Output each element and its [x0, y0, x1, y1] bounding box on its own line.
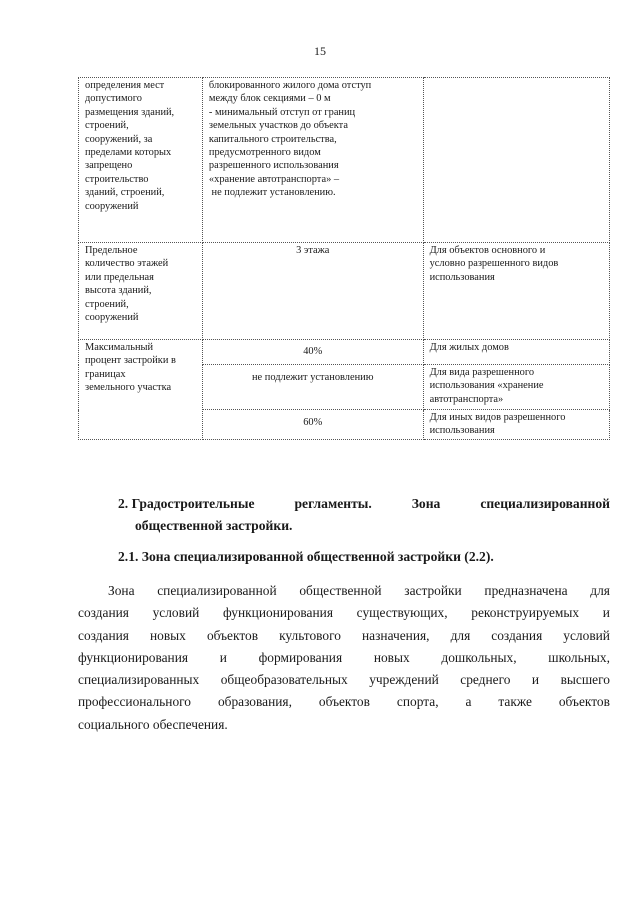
- text-line: земельного участка: [85, 382, 172, 394]
- text-line: процент застройки в: [85, 355, 176, 367]
- text-line: количество этажей: [85, 258, 169, 270]
- parameter-cell: [79, 340, 203, 440]
- word: для: [590, 583, 610, 598]
- text-line: Для объектов основного и: [429, 245, 546, 256]
- paragraph-line: [78, 580, 610, 602]
- text-line: капитального строительства,: [208, 133, 337, 145]
- section-heading-word-text: Градостроительные: [131, 496, 255, 511]
- word: создания: [491, 627, 543, 643]
- word: объектов: [206, 627, 259, 643]
- text-line: Для жилых домов: [429, 342, 509, 353]
- text-line: Для вида разрешенного: [429, 367, 535, 378]
- word: также: [498, 694, 532, 710]
- text-line: сооружений, за: [85, 133, 153, 145]
- value-cell: 3 этажа: [202, 243, 423, 340]
- regulations-table: [78, 77, 610, 440]
- text-line: допустимого: [85, 93, 142, 105]
- word: объектов: [558, 694, 610, 710]
- word: существующих,: [356, 605, 448, 621]
- word: и: [602, 605, 610, 621]
- text-line: земельных участков до объекта: [208, 120, 348, 132]
- word: школьных,: [548, 649, 610, 665]
- paragraph-line: [78, 625, 610, 647]
- text-line: строений,: [85, 120, 129, 132]
- subsection-heading: 2.1. Зона специализированной общественной застройки (2.2).: [118, 549, 494, 564]
- paragraph-line: [78, 602, 610, 624]
- text-line: Максимальный: [85, 342, 154, 353]
- text-line: автотранспорта»: [429, 393, 504, 405]
- text-line: строений,: [85, 298, 129, 310]
- text-line: - минимальный отступ от границ: [208, 106, 356, 118]
- text-line: предусмотренного видом: [208, 147, 321, 159]
- text-line: не подлежит установлению.: [208, 187, 336, 199]
- word: учреждений: [369, 672, 439, 688]
- table-row-continuation: [79, 78, 610, 243]
- word: специализированных: [78, 672, 200, 688]
- paragraph-line: [78, 691, 610, 713]
- text-line: использования: [429, 271, 495, 283]
- word: для: [450, 627, 471, 643]
- word: специализированной: [157, 583, 277, 598]
- table-row-floors: [79, 243, 610, 340]
- word: условий: [152, 605, 200, 621]
- page-number: 15: [314, 44, 326, 58]
- word: образования,: [217, 694, 292, 710]
- text-line: размещения зданий,: [85, 106, 175, 118]
- text-line: определения мест: [85, 80, 165, 91]
- section-number: 2.: [118, 496, 129, 511]
- text-line: использования «хранение: [429, 380, 544, 392]
- parameter-cell: [79, 243, 203, 340]
- paragraph-line: [78, 669, 610, 691]
- note-cell: [423, 78, 609, 243]
- text-line: запрещено: [85, 160, 133, 172]
- word: новых: [150, 627, 186, 643]
- paragraph-line: [78, 714, 610, 736]
- text-line: между блок секциями – 0 м: [208, 93, 331, 105]
- word: создания: [78, 627, 129, 643]
- section-heading-line: общественной застройки.: [135, 518, 293, 533]
- word: высшего: [560, 672, 610, 688]
- word: объектов: [318, 694, 370, 710]
- text-line: границах: [85, 368, 126, 380]
- section-heading-word: специализированной: [480, 496, 610, 511]
- value-cell: не подлежит установлению: [202, 365, 423, 410]
- text-line: разрешенного использования: [208, 160, 339, 172]
- text-line: «хранение автотранспорта» –: [208, 173, 340, 185]
- section-heading-word: Зона: [411, 496, 441, 511]
- word: предназначена: [484, 583, 568, 598]
- word: новых: [373, 649, 410, 665]
- word: и: [531, 672, 540, 688]
- value-cell: [202, 78, 423, 243]
- text-line: пределами которых: [85, 147, 172, 159]
- word: застройки: [404, 583, 462, 598]
- text-line: Предельное: [85, 245, 138, 256]
- text-line: блокированного жилого дома отступ: [208, 80, 372, 91]
- note-cell: [423, 340, 609, 365]
- text-line: строительство: [85, 173, 149, 185]
- text-line: Для иных видов разрешенного: [429, 412, 566, 423]
- word: а: [465, 694, 472, 710]
- word: спорта,: [396, 694, 439, 710]
- word: реконструируемых: [471, 605, 580, 621]
- text-line: высота зданий,: [85, 285, 152, 297]
- text-line: условно разрешенного видов: [429, 258, 559, 270]
- word: создания: [78, 605, 129, 621]
- section-heading-word: регламенты.: [294, 496, 372, 511]
- word: условий: [563, 627, 610, 643]
- word: функционирования: [78, 649, 189, 665]
- paragraph-line: [78, 647, 610, 669]
- word: культового: [279, 627, 341, 643]
- word: социального обеспечения.: [78, 716, 228, 732]
- word: функционирования: [222, 605, 333, 621]
- word: Зона: [108, 583, 135, 598]
- section-heading: [118, 493, 610, 537]
- section-heading-line: [118, 493, 610, 515]
- parameter-cell: [79, 78, 203, 243]
- value-cell: 40%: [202, 340, 423, 365]
- text-line: использования: [429, 425, 495, 437]
- word: среднего: [460, 672, 511, 688]
- text-line: зданий, строений,: [85, 187, 165, 199]
- value-cell: 60%: [202, 410, 423, 440]
- text-line: или предельная: [85, 271, 154, 283]
- text-line: сооружений: [85, 200, 139, 212]
- text-line: сооружений: [85, 312, 139, 324]
- word: общеобразовательных: [220, 672, 348, 688]
- word: дошкольных,: [441, 649, 517, 665]
- word: и: [219, 649, 227, 665]
- body-paragraph: [78, 580, 610, 736]
- section-heading-word: [118, 493, 255, 515]
- table-row-coverage-a: [79, 340, 610, 365]
- note-cell: [423, 365, 609, 410]
- word: назначения,: [362, 627, 430, 643]
- word: общественной: [299, 583, 382, 598]
- word: формирования: [258, 649, 343, 665]
- word: профессионального: [78, 694, 191, 710]
- note-cell: [423, 243, 609, 340]
- note-cell: [423, 410, 609, 440]
